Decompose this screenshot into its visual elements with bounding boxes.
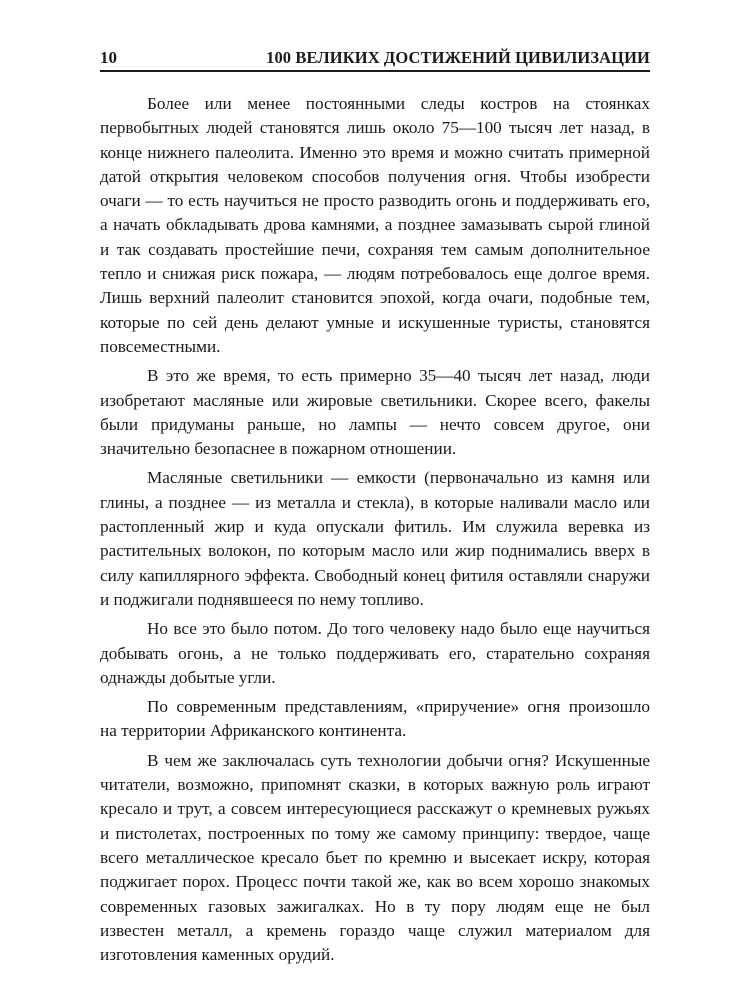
paragraph: Но все это было потом. До того человеку надо было еще научиться добывать огонь, а не только поддерживать его, старательно сохраняя однажды добытые угли. bbox=[100, 619, 650, 687]
page-header bbox=[100, 40, 650, 72]
page-number: 10 bbox=[100, 48, 117, 67]
paragraph: По современным представлениям, «приручение» огня произошло на территории Африканского континента. bbox=[100, 697, 650, 741]
body-text bbox=[100, 92, 650, 972]
running-title: 100 ВЕЛИКИХ ДОСТИЖЕНИЙ ЦИВИЛИЗАЦИИ bbox=[266, 47, 650, 67]
paragraph: Более или менее постоянными следы костров на стоянках первобытных людей становятся лишь около 75—100 тысяч лет назад, в конце нижнего палеолита. Именно это время и можно считать примерной датой открытия человеком способов получения огня. Чтобы изобрести очаги — то есть научиться не просто разводить огонь и поддерживать его, а начать обкладывать дрова камнями, а позднее замазывать сырой глиной и так создавать простейшие печи, сохраняя тем самым дополнительное тепло и снижая риск пожара, — людям потребовалось еще долгое время. Лишь верхний палеолит становится эпохой, когда очаги, подобные тем, которые по сей день делают умные и искушенные туристы, становятся повсеместными. bbox=[100, 94, 650, 356]
paragraph: В чем же заключалась суть технологии добычи огня? Искушенные читатели, возможно, припомнят сказки, в которых важную роль играют кресало и трут, а совсем интересующиеся расскажут о кремневых ружьях и пистолетах, построенных по тому же самому принципу: твердое, чаще всего металлическое кресало бьет по кремню и высекает искру, которая поджигает порох. Процесс почти такой же, как во всем хорошо знакомых современных газовых зажигалках. Но в ту пору людям еще не был известен металл, а кремень гораздо чаще служил материалом для изготовления каменных орудий. bbox=[100, 750, 650, 965]
paragraph: В это же время, то есть примерно 35—40 тысяч лет назад, люди изобретают масляные или жировые светильники. Скорее всего, факелы были придуманы раньше, но лампы — нечто совсем другое, они значительно безопаснее в пожарном отношении. bbox=[100, 366, 650, 459]
paragraph: Масляные светильники — емкости (первоначально из камня или глины, а позднее — из металла и стекла), в которые наливали масло или растопленный жир и куда опускали фитиль. Им служила веревка из растительных волокон, по которым масло или жир поднимались вверх в силу капиллярного эффекта. Свободный конец фитиля оставляли снаружи и поджигали поднявшееся по нему топливо. bbox=[100, 468, 650, 609]
